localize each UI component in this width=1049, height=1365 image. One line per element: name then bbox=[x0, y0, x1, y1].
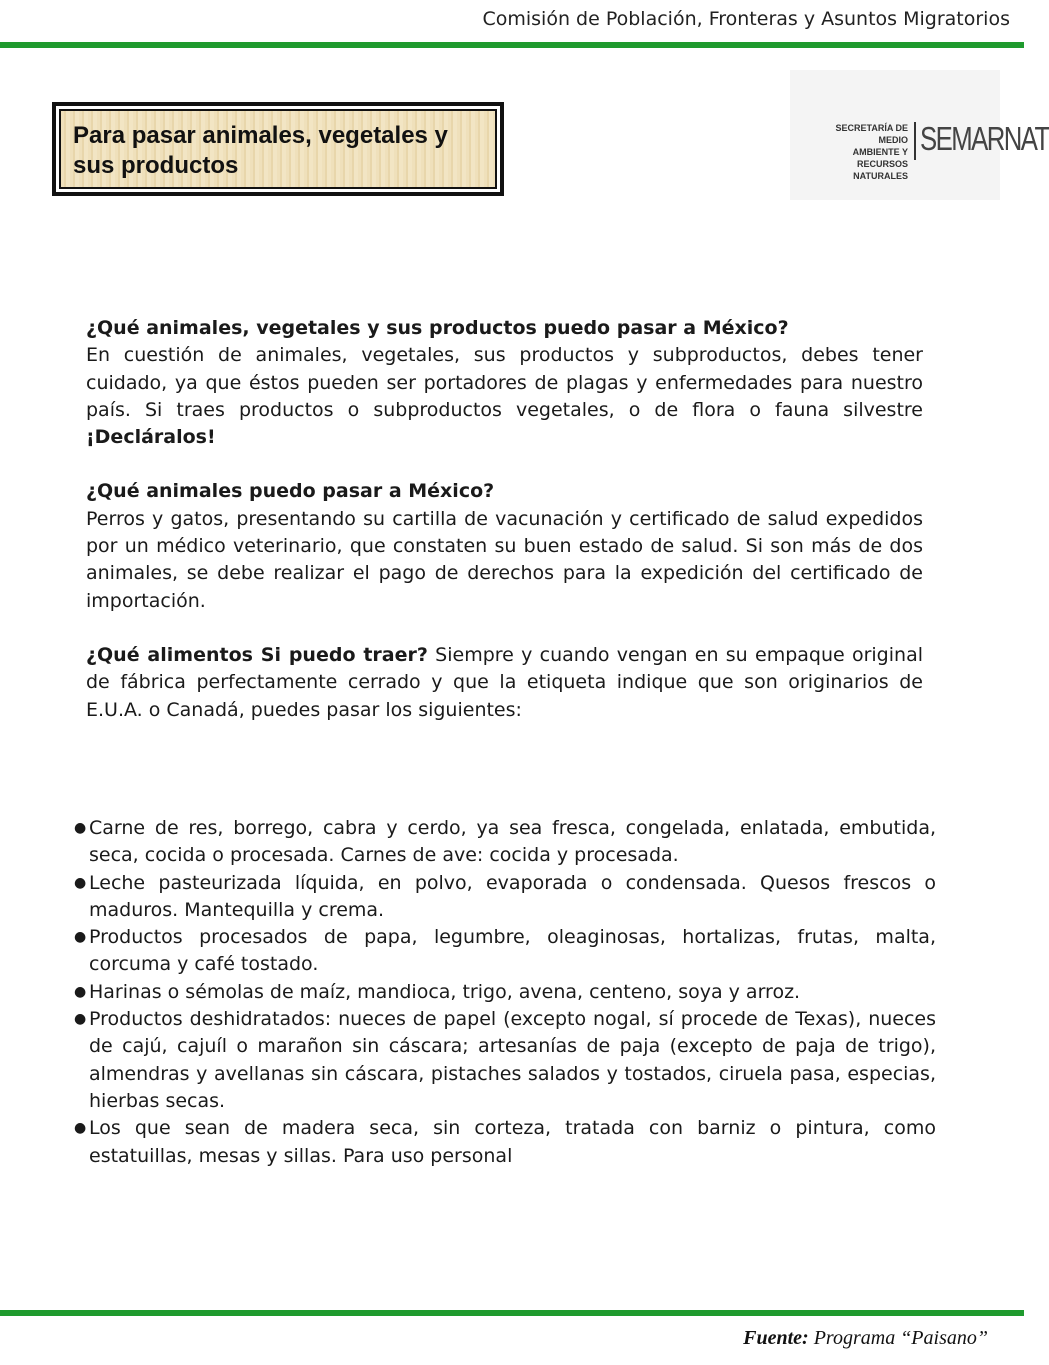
logo-divider bbox=[914, 122, 916, 160]
question-3: ¿Qué alimentos Si puedo traer? bbox=[86, 643, 428, 666]
bullet-icon: ● bbox=[74, 874, 87, 891]
list-item bbox=[74, 924, 936, 979]
section-foods bbox=[86, 642, 923, 724]
list-item-text: Leche pasteurizada líquida, en polvo, evaporada o condensada. Quesos frescos o maduros. Mantequilla y crema. bbox=[89, 871, 936, 921]
source-label: Fuente: bbox=[743, 1327, 809, 1349]
answer-3: Siempre y cuando vengan en su empaque original de fábrica perfectamente cerrado y que la etiqueta indique que son originarios de E.U.A. o Canadá, puedes pasar los siguientes: bbox=[86, 643, 923, 721]
list-item bbox=[74, 870, 936, 925]
answer-2: Perros y gatos, presentando su cartilla de vacunación y certificado de salud expedidos por un médico veterinario, que constaten su buen estado de salud. Si son más de dos animales, se debe realizar el pago de derechos para la expedición del certificado de importación. bbox=[86, 507, 923, 612]
list-item-text: Productos procesados de papa, legumbre, oleaginosas, hortalizas, frutas, malta, corcuma y café tostado. bbox=[89, 926, 936, 976]
header-title: Comisión de Población, Fronteras y Asuntos Migratorios bbox=[482, 8, 1010, 30]
bullet-icon: ● bbox=[74, 820, 87, 836]
bullet-icon: ● bbox=[74, 929, 87, 946]
source-value: Programa “Paisano” bbox=[808, 1327, 988, 1349]
question-2: ¿Qué animales puedo pasar a México? bbox=[86, 480, 495, 503]
list-item bbox=[74, 815, 936, 870]
list-item bbox=[74, 979, 936, 1006]
bullet-icon: ● bbox=[74, 983, 87, 1000]
section-animals bbox=[86, 478, 923, 614]
list-item-text: Carne de res, borrego, cabra y cerdo, ya sea fresca, congelada, enlatada, embutida, seca, cocida o procesada. Carnes de ave: cocida y procesada. bbox=[89, 817, 936, 867]
section-animals-vegetables bbox=[86, 315, 923, 451]
logo-name: SEMARNAT bbox=[920, 120, 1049, 157]
list-item-text: Los que sean de madera seca, sin corteza, tratada con barniz o pintura, como estatuillas, mesas y sillas. Para uso personal bbox=[89, 1117, 936, 1167]
list-item bbox=[74, 1115, 936, 1170]
bottom-green-rule bbox=[0, 1310, 1024, 1316]
bullet-icon: ● bbox=[74, 1120, 87, 1137]
list-item bbox=[74, 1006, 936, 1115]
declare-emphasis: ¡Decláralos! bbox=[86, 426, 216, 449]
allowed-foods-list bbox=[74, 815, 936, 1170]
semarnat-logo bbox=[790, 70, 1049, 200]
list-item-text: Productos deshidratados: nueces de papel (excepto nogal, sí procede de Texas), nueces de cajú, cajuíl o marañon sin cáscara; artesanías de paja (excepto de paja de trigo), almendras y avellanas sin cáscara, pistaches salados y tostados, ciruela pasa, especias, hierbas secas. bbox=[89, 1008, 936, 1112]
source-footer bbox=[743, 1327, 988, 1350]
list-item-text: Harinas o sémolas de maíz, mandioca, trigo, avena, centeno, soya y arroz. bbox=[89, 980, 801, 1003]
bullet-icon: ● bbox=[74, 1011, 87, 1028]
question-1: ¿Qué animales, vegetales y sus productos puedo pasar a México? bbox=[86, 317, 789, 339]
title-text: Para pasar animales, vegetales y sus productos bbox=[59, 109, 497, 189]
top-green-rule bbox=[0, 42, 1024, 48]
main-content bbox=[86, 315, 923, 751]
answer-1: En cuestión de animales, vegetales, sus productos y subproductos, debes tener cuidado, ya que éstos pueden ser portadores de plagas y enfermedades para nuestro país. Si traes productos o subproductos vegetales, o de flora o fauna silvestre bbox=[86, 344, 923, 421]
title-box bbox=[52, 102, 504, 196]
logo-agency-text: SECRETARÍA DE MEDIO AMBIENTE Y RECURSOS NATURALES bbox=[835, 123, 908, 181]
